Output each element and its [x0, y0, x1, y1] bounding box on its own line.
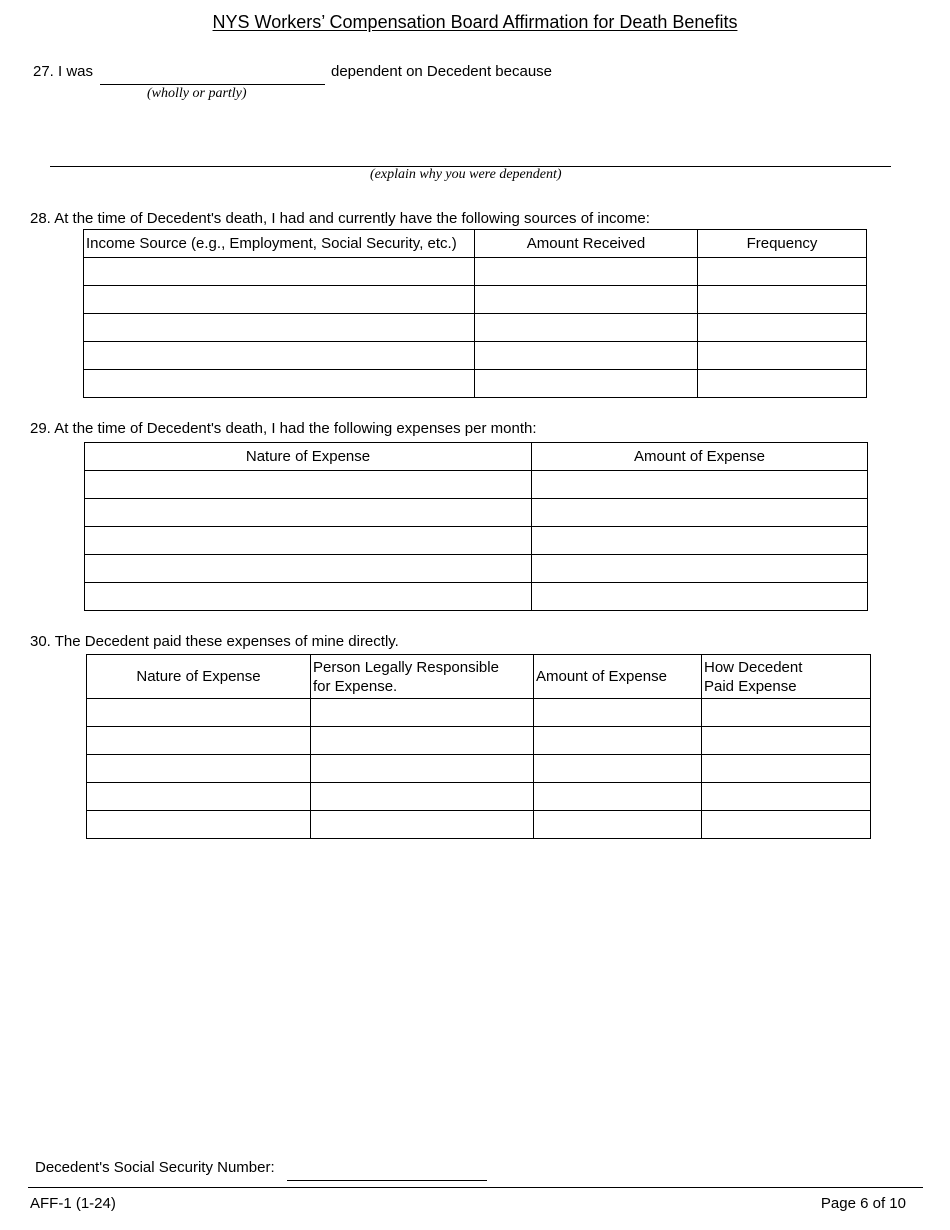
person-responsible-label-line2: for Expense.: [313, 677, 398, 695]
decedent-paid-expense-table-cell[interactable]: [87, 811, 311, 839]
decedent-paid-expense-table-cell[interactable]: [702, 699, 871, 727]
monthly-expense-table-body: [85, 471, 868, 611]
frequency-header: Frequency: [698, 230, 867, 258]
monthly-expense-table-cell[interactable]: [532, 555, 868, 583]
income-table-body: [84, 258, 867, 398]
decedent-paid-expense-table-cell[interactable]: [87, 755, 311, 783]
decedent-paid-expense-table-row: [87, 811, 871, 839]
decedent-paid-expense-table-row: [87, 699, 871, 727]
how-decedent-paid-label-line2: Paid Expense: [704, 677, 797, 695]
how-decedent-paid-label-line1: How Decedent: [704, 658, 803, 676]
income-table-cell[interactable]: [698, 370, 867, 398]
monthly-expense-table-cell[interactable]: [85, 471, 532, 499]
decedent-paid-expense-table-cell[interactable]: [534, 727, 702, 755]
decedent-paid-expense-table-cell[interactable]: [534, 811, 702, 839]
person-responsible-label-line1: Person Legally Responsible: [313, 658, 499, 676]
q27-explain-hint: (explain why you were dependent): [370, 167, 562, 182]
page-title: NYS Workers’ Compensation Board Affirmation for Death Benefits: [212, 12, 738, 32]
monthly-expense-table: [84, 442, 868, 611]
decedent-paid-expense-table-cell[interactable]: [311, 699, 534, 727]
decedent-paid-expense-table-cell[interactable]: [311, 727, 534, 755]
income-table-cell[interactable]: [698, 314, 867, 342]
q29-text: 29. At the time of Decedent's death, I had the following expenses per month:: [30, 420, 537, 437]
decedent-paid-expense-table-body: [87, 699, 871, 839]
income-table-cell[interactable]: [475, 258, 698, 286]
decedent-paid-expense-table-cell[interactable]: [311, 811, 534, 839]
decedent-paid-expense-table-cell[interactable]: [87, 783, 311, 811]
decedent-paid-expense-table-cell[interactable]: [311, 783, 534, 811]
income-table-cell[interactable]: [698, 342, 867, 370]
decedent-paid-expense-table-cell[interactable]: [87, 699, 311, 727]
monthly-expense-table-cell[interactable]: [85, 583, 532, 611]
how-decedent-paid-header: [702, 655, 871, 699]
q28-text: 28. At the time of Decedent's death, I had and currently have the following sources of income:: [30, 210, 650, 227]
paid-nature-of-expense-header: [87, 655, 311, 699]
monthly-expense-table-cell[interactable]: [85, 555, 532, 583]
decedent-paid-expense-table-cell[interactable]: [702, 783, 871, 811]
income-table-row: [84, 370, 867, 398]
decedent-paid-expense-table-cell[interactable]: [534, 783, 702, 811]
amount-of-expense-header: Amount of Expense: [532, 443, 868, 471]
decedent-paid-expense-table-cell[interactable]: [702, 811, 871, 839]
income-table-row: [84, 342, 867, 370]
income-table-row: [84, 314, 867, 342]
income-table-cell[interactable]: [475, 370, 698, 398]
income-table-cell[interactable]: [475, 286, 698, 314]
paid-amount-of-expense-header: [534, 655, 702, 699]
income-table-cell[interactable]: [84, 314, 475, 342]
income-table-cell[interactable]: [84, 286, 475, 314]
form-id: AFF-1 (1-24): [30, 1195, 116, 1212]
decedent-paid-expense-table: [86, 654, 871, 839]
income-table-cell[interactable]: [84, 370, 475, 398]
decedent-paid-expense-table-row: [87, 755, 871, 783]
q27-blank-hint: (wholly or partly): [147, 86, 247, 101]
q27-prefix: 27. I was: [33, 63, 94, 80]
footer-divider: [28, 1187, 923, 1188]
monthly-expense-table-cell[interactable]: [532, 499, 868, 527]
income-table-cell[interactable]: [698, 286, 867, 314]
decedent-paid-expense-table-cell[interactable]: [534, 755, 702, 783]
monthly-expense-table-cell[interactable]: [85, 499, 532, 527]
income-table-row: [84, 286, 867, 314]
monthly-expense-table-cell[interactable]: [532, 527, 868, 555]
income-table-cell[interactable]: [698, 258, 867, 286]
decedent-paid-expense-table-cell[interactable]: [311, 755, 534, 783]
monthly-expense-table-cell[interactable]: [532, 471, 868, 499]
income-table-cell[interactable]: [475, 342, 698, 370]
amount-received-header: Amount Received: [475, 230, 698, 258]
decedent-paid-expense-table-cell[interactable]: [87, 727, 311, 755]
monthly-expense-table-row: [85, 471, 868, 499]
monthly-expense-table-cell[interactable]: [85, 527, 532, 555]
ssn-label: Decedent's Social Security Number:: [35, 1159, 275, 1176]
decedent-paid-expense-table-row: [87, 727, 871, 755]
decedent-paid-expense-table-cell[interactable]: [534, 699, 702, 727]
q27-suffix: dependent on Decedent because: [331, 63, 553, 80]
income-table-cell[interactable]: [84, 258, 475, 286]
decedent-paid-expense-table-row: [87, 783, 871, 811]
monthly-expense-table-row: [85, 583, 868, 611]
q27-dependency-blank[interactable]: [100, 84, 325, 85]
monthly-expense-table-row: [85, 555, 868, 583]
q30-text: 30. The Decedent paid these expenses of mine directly.: [30, 633, 399, 650]
monthly-expense-table-cell[interactable]: [532, 583, 868, 611]
monthly-expense-table-row: [85, 527, 868, 555]
ssn-input-line[interactable]: [287, 1180, 487, 1181]
income-table-cell[interactable]: [475, 314, 698, 342]
income-table-row: [84, 258, 867, 286]
decedent-paid-expense-table-cell[interactable]: [702, 755, 871, 783]
person-responsible-header: [311, 655, 534, 699]
income-source-header: Income Source (e.g., Employment, Social Security, etc.): [84, 230, 475, 258]
paid-nature-of-expense-label: Nature of Expense: [136, 668, 261, 685]
paid-amount-of-expense-label: Amount of Expense: [536, 668, 667, 685]
decedent-paid-expense-table-cell[interactable]: [702, 727, 871, 755]
income-table-cell[interactable]: [84, 342, 475, 370]
monthly-expense-table-row: [85, 499, 868, 527]
nature-of-expense-header: Nature of Expense: [85, 443, 532, 471]
page-number: Page 6 of 10: [820, 1195, 906, 1212]
income-table: [83, 229, 867, 398]
